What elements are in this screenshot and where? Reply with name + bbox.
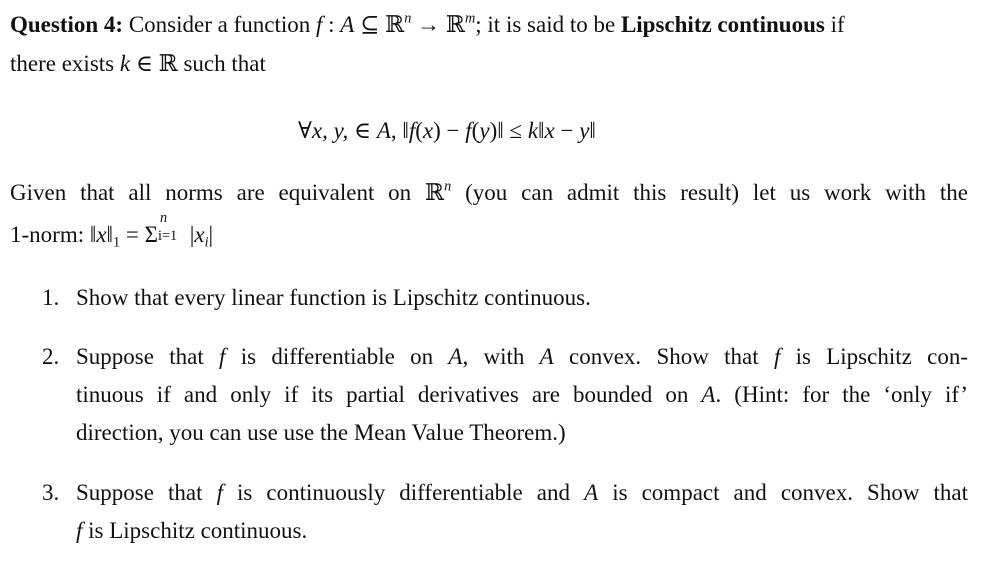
text: , with [462, 344, 540, 369]
math-f: f [219, 344, 226, 369]
sum-limits [157, 210, 184, 244]
math-xy: x, y, [311, 118, 349, 143]
math-A: A [701, 382, 716, 407]
text: ‖ [589, 118, 596, 143]
text: ( [415, 118, 423, 143]
text: , ‖ [390, 118, 409, 143]
math-f: f [773, 344, 781, 369]
text: Suppose that [76, 480, 217, 505]
text: is compact and convex. Show that [598, 480, 968, 505]
item-text-line-1 [76, 481, 968, 504]
item-text-line-2 [76, 519, 307, 542]
text: ( [471, 118, 480, 143]
math-x: x [422, 118, 434, 143]
math-f: f [408, 118, 416, 143]
math-A: A [448, 344, 463, 369]
math-f: f [465, 118, 472, 143]
forall-symbol: ∀ [298, 118, 312, 143]
question-label: Question 4: [10, 12, 124, 37]
text: ‖ [106, 222, 113, 247]
math-y: y [579, 118, 590, 143]
text: ‖ [538, 118, 545, 143]
math-n: n [404, 10, 412, 27]
item-text-line-3: direction, you can use use the Mean Value Theorem.) [76, 420, 566, 445]
math-A: A [340, 12, 355, 37]
math-x: x [96, 222, 107, 247]
math-A: A [376, 118, 391, 143]
math-m: m [464, 10, 476, 27]
text: Consider a function [123, 12, 316, 37]
norm-paragraph-line-1 [10, 178, 968, 205]
text: )‖ ≤ [489, 118, 528, 143]
math-f: f [76, 518, 83, 543]
justified-line [76, 481, 968, 504]
text: Given that all norms are equivalent on ℝ [10, 180, 445, 205]
item-text: Show that every linear function is Lipschitz continuous. [76, 285, 591, 310]
text: is differentiable on [225, 344, 449, 369]
justified-line [76, 383, 968, 406]
text: ; it is said to be [475, 12, 621, 37]
text: ∈ ℝ such that [130, 51, 266, 76]
item-number: 1. [42, 285, 60, 310]
text: Suppose that [76, 344, 220, 369]
math-x: x [544, 118, 555, 143]
math-f: f [216, 480, 223, 505]
text: . (Hint: for the ‘only if’ [715, 382, 968, 407]
math-n: n [444, 178, 452, 195]
text: is continuously differentiable and [222, 480, 585, 505]
math-A: A [539, 344, 554, 369]
item-number: 2. [42, 344, 60, 369]
text: | [183, 222, 195, 247]
math-k: k [527, 118, 539, 143]
norm-paragraph-line-2 [10, 210, 214, 251]
question-line-2 [10, 52, 266, 75]
sum-symbol: = Σ [120, 222, 158, 247]
text: ∈ [348, 118, 377, 143]
subscript-i: i [204, 234, 209, 251]
math-y: y [479, 118, 490, 143]
text: | [208, 222, 214, 247]
question-line-1 [10, 10, 845, 37]
item-number: 3. [42, 480, 60, 505]
lipschitz-formula [298, 119, 596, 142]
text: → ℝ [411, 12, 465, 37]
math-f: f [316, 12, 323, 37]
math-A: A [584, 480, 599, 505]
text: ⊆ ℝ [354, 12, 405, 37]
subscript-1: 1 [113, 234, 121, 251]
item-text-line-2 [76, 383, 968, 406]
sum-lower: i=1 [157, 228, 178, 244]
text: 1-norm: ‖ [10, 222, 97, 247]
text: tinuous if and only if its partial derivatives are bounded on [76, 382, 702, 407]
text: is Lipschitz con- [780, 344, 968, 369]
math-k: k [119, 51, 131, 76]
justified-line [10, 178, 968, 205]
math-x: x [194, 222, 205, 247]
item-text-line-1 [76, 345, 968, 368]
text: is Lipschitz continuous. [82, 518, 308, 543]
text: convex. Show that [553, 344, 774, 369]
lipschitz-term: Lipschitz continuous [620, 12, 825, 37]
text: ) − [433, 118, 466, 143]
text: : [322, 12, 341, 37]
sum-upper: n [159, 210, 168, 226]
text: if [824, 12, 845, 37]
text: − [554, 118, 580, 143]
text: there exists [10, 51, 120, 76]
text: (you can admit this result) let us work with the [451, 180, 968, 205]
justified-line [76, 345, 968, 368]
